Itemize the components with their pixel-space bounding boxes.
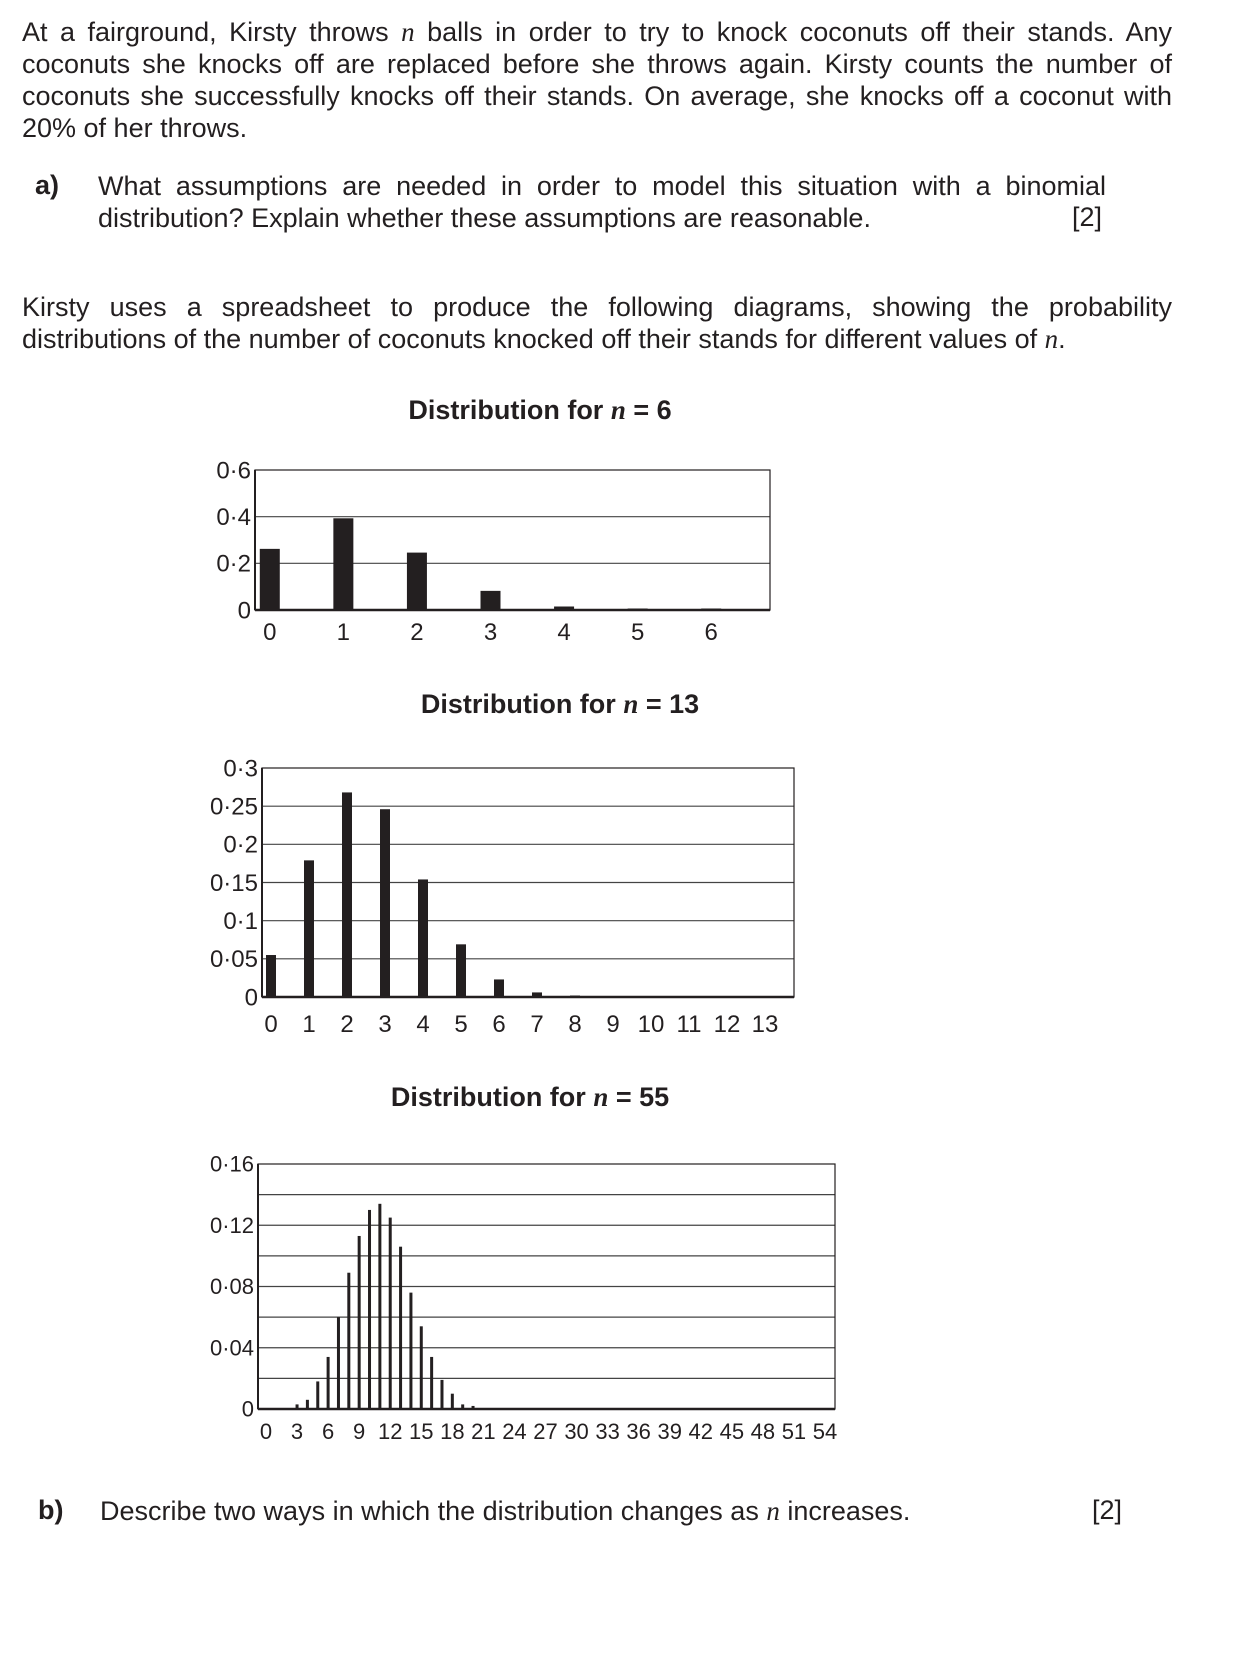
bar <box>380 809 390 997</box>
y-tick-label: 0·15 <box>209 869 258 897</box>
bar <box>306 1400 309 1409</box>
title-suffix: = 13 <box>638 689 700 719</box>
bar <box>420 1326 423 1409</box>
y-tick-label: 0 <box>244 984 258 1012</box>
x-tick-label: 11 <box>676 1011 702 1038</box>
plot-frame <box>255 470 770 610</box>
x-tick-label: 9 <box>353 1419 366 1444</box>
variable-n: n <box>766 1496 780 1526</box>
bar <box>399 1247 402 1409</box>
x-tick-label: 6 <box>704 619 718 646</box>
x-tick-label: 24 <box>502 1419 527 1444</box>
bar <box>337 1317 340 1409</box>
bar <box>532 992 542 997</box>
chart-0-group <box>216 457 770 646</box>
bar <box>461 1404 464 1409</box>
x-tick-label: 4 <box>557 619 571 646</box>
title-prefix: Distribution for <box>390 1082 594 1112</box>
y-tick-label: 0·2 <box>223 831 258 859</box>
x-tick-label: 3 <box>378 1011 392 1038</box>
x-tick-label: 54 <box>812 1419 838 1444</box>
x-tick-label: 3 <box>290 1419 304 1444</box>
bar <box>409 1293 412 1409</box>
bar <box>554 607 574 611</box>
y-tick-label: 0 <box>237 597 251 625</box>
question-b-label: b) <box>38 1495 64 1525</box>
bar <box>440 1380 443 1409</box>
x-tick-label: 33 <box>595 1419 620 1444</box>
variable-n: n <box>1044 324 1059 354</box>
bar <box>316 1381 319 1409</box>
x-tick-label: 5 <box>630 619 645 646</box>
bar <box>358 1236 361 1409</box>
x-tick-label: 15 <box>409 1419 434 1444</box>
bar <box>451 1394 454 1409</box>
variable-n: n <box>610 395 626 425</box>
bar <box>368 1210 371 1409</box>
x-tick-label: 0 <box>263 619 277 646</box>
question-a-marks: [2] <box>1072 202 1103 232</box>
y-tick-label: 0·16 <box>209 1151 254 1177</box>
x-tick-label: 10 <box>637 1011 665 1038</box>
y-tick-label: 0·1 <box>223 908 258 936</box>
x-tick-label: 5 <box>454 1011 468 1038</box>
x-tick-label: 39 <box>657 1419 682 1444</box>
title-prefix: Distribution for <box>408 395 611 425</box>
x-tick-label: 3 <box>483 619 498 646</box>
x-tick-label: 2 <box>410 619 424 646</box>
x-tick-label: 4 <box>416 1011 430 1038</box>
question-b-text-end: increases. <box>779 1496 911 1526</box>
spreadsheet-text-end: . <box>1058 324 1066 354</box>
y-tick-label: 0·04 <box>209 1335 254 1361</box>
x-tick-label: 8 <box>568 1011 582 1038</box>
bar <box>296 1404 299 1409</box>
bar <box>266 955 276 997</box>
question-b-marks: [2] <box>1092 1495 1123 1525</box>
x-tick-label: 21 <box>471 1419 496 1444</box>
bar <box>260 549 280 610</box>
bar <box>342 792 352 997</box>
x-tick-label: 27 <box>533 1419 558 1444</box>
x-tick-label: 0 <box>264 1011 278 1038</box>
bar <box>570 996 580 998</box>
chart-1-group <box>210 755 794 1038</box>
variable-n: n <box>401 17 415 47</box>
bar <box>418 879 428 997</box>
y-tick-label: 0·6 <box>216 457 251 485</box>
title-prefix: Distribution for <box>420 689 624 719</box>
bar <box>472 1406 475 1409</box>
y-tick-label: 0·3 <box>223 755 258 783</box>
y-tick-label: 0·25 <box>209 793 258 821</box>
title-suffix: = 6 <box>625 395 672 425</box>
bar <box>333 518 353 610</box>
bar <box>389 1218 392 1409</box>
question-a-text: What assumptions are needed in order to model this situation with a binomial distribution? Explain whether these assumptions are reasonable. <box>98 171 1106 233</box>
x-tick-label: 48 <box>750 1419 776 1444</box>
bar <box>628 609 648 611</box>
question-a-label: a) <box>35 170 60 200</box>
bar <box>304 860 314 997</box>
y-tick-label: 0·08 <box>209 1274 254 1300</box>
x-tick-label: 7 <box>530 1011 544 1038</box>
title-suffix: = 55 <box>608 1082 670 1112</box>
y-tick-label: 0·4 <box>216 504 251 532</box>
variable-n: n <box>623 689 639 719</box>
bar <box>701 609 721 611</box>
x-tick-label: 42 <box>688 1419 714 1444</box>
intro-text-end: balls in order to try to knock coconuts off their stands. Any coconuts she knocks off are replaced before she throws again. Kirsty counts the number of coconuts she successfully knocks off their stands. On average, she knocks off a coconut with 20% of her throws. <box>22 17 1172 143</box>
y-tick-label: 0·12 <box>209 1212 254 1238</box>
x-tick-label: 13 <box>751 1011 779 1038</box>
y-tick-label: 0 <box>241 1396 254 1422</box>
y-tick-label: 0·2 <box>216 550 251 578</box>
y-tick-label: 0·05 <box>209 946 258 974</box>
x-tick-label: 36 <box>626 1419 651 1444</box>
x-tick-label: 2 <box>340 1011 354 1038</box>
intro-text-start: At a fairground, Kirsty throws <box>22 17 402 47</box>
question-b-text-start: Describe two ways in which the distribution changes as <box>100 1496 767 1526</box>
x-tick-label: 6 <box>321 1419 335 1444</box>
x-tick-label: 30 <box>564 1419 589 1444</box>
question-b-text <box>100 1495 1050 1527</box>
variable-n: n <box>593 1082 609 1112</box>
x-tick-label: 9 <box>606 1011 620 1038</box>
bar <box>430 1357 433 1409</box>
x-tick-label: 51 <box>781 1419 807 1444</box>
bar <box>378 1204 381 1409</box>
bar <box>456 944 466 997</box>
x-tick-label: 0 <box>259 1419 273 1444</box>
spreadsheet-text-start: Kirsty uses a spreadsheet to produce the following diagrams, showing the probability distributions of the number of coconuts knocked off their stands for different values of <box>22 292 1172 354</box>
x-tick-label: 18 <box>440 1419 465 1444</box>
bar <box>481 591 501 610</box>
bar <box>407 553 427 610</box>
x-tick-label: 45 <box>719 1419 745 1444</box>
bar <box>347 1273 350 1409</box>
x-tick-label: 6 <box>492 1011 506 1038</box>
bar <box>494 979 504 997</box>
bar <box>327 1357 330 1409</box>
x-tick-label: 12 <box>377 1419 403 1444</box>
x-tick-label: 1 <box>302 1011 316 1038</box>
chart-2-group <box>210 1152 837 1444</box>
x-tick-label: 1 <box>336 619 351 646</box>
x-tick-label: 12 <box>713 1011 741 1038</box>
